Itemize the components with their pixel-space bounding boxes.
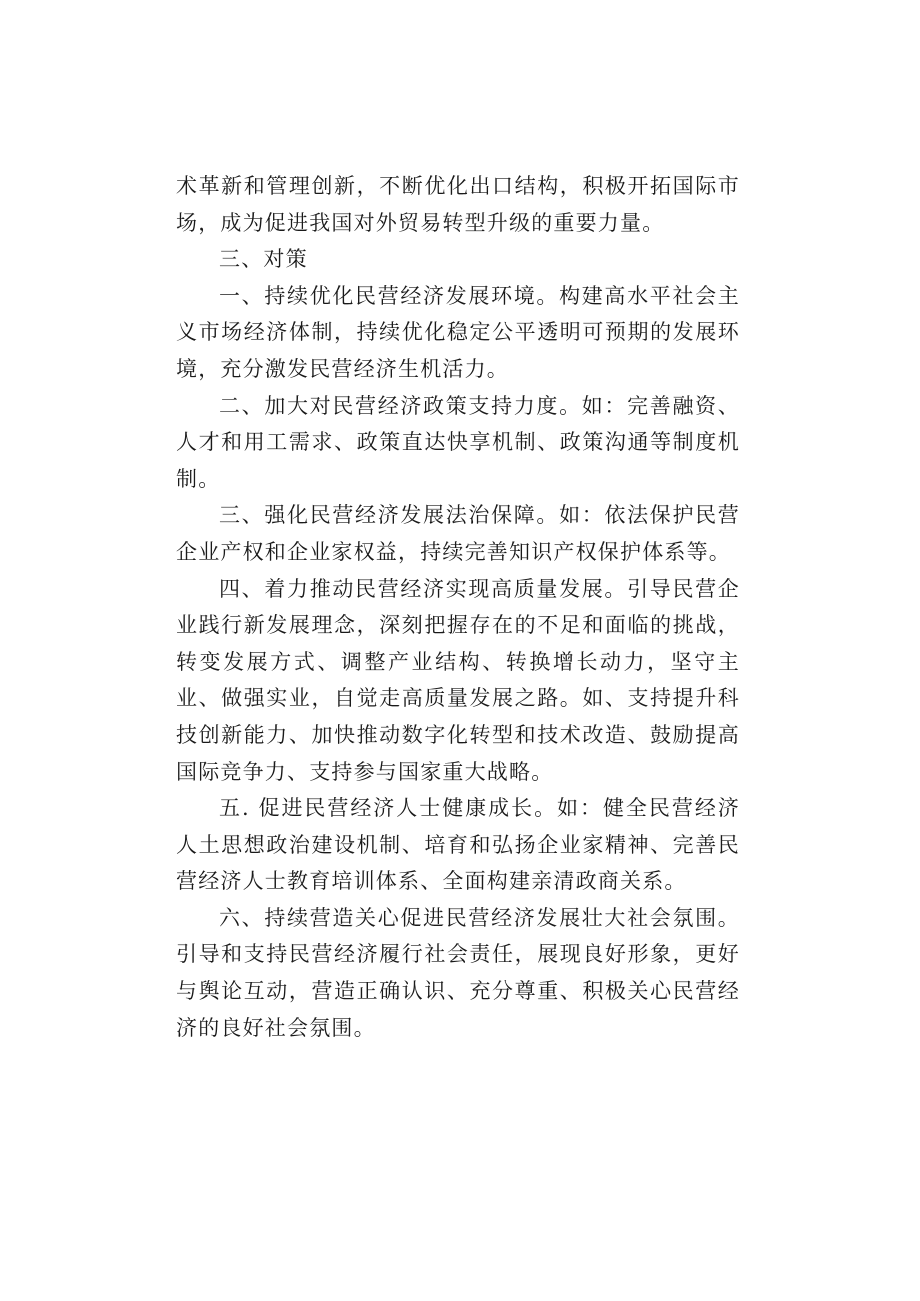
paragraph-item-4: 四、着力推动民营经济实现高质量发展。引导民营企业践行新发展理念，深刻把握存在的不足和面临的挑战，转变发展方式、调整产业结构、转换增长动力，坚守主业、做强实业，自觉走高质量发展之路。如、支持提升科技创新能力、加快推动数字化转型和技术改造、鼓励提高国际竞争力、支持参与国家重大战略。: [176, 576, 740, 784]
paragraph-item-6: 六、持续营造关心促进民营经济发展壮大社会氛围。引导和支持民营经济履行社会责任，展现良好形象，更好与舆论互动，营造正确认识、充分尊重、积极关心民营经济的良好社会氛围。: [176, 905, 740, 1040]
section-heading-countermeasures: 三、对策: [219, 247, 308, 272]
paragraph-item-1: 一、持续优化民营经济发展环境。构建高水平社会主义市场经济体制，持续优化稳定公平透明可预期的发展环境，充分激发民营经济生机活力。: [176, 283, 740, 381]
paragraph-continuation: 术革新和管理创新，不断优化出口结构，积极开拓国际市场，成为促进我国对外贸易转型升级的重要力量。: [176, 174, 740, 235]
paragraph-item-3: 三、强化民营经济发展法治保障。如：依法保护民营企业产权和企业家权益，持续完善知识产权保护体系等。: [176, 503, 740, 564]
paragraph-item-2: 二、加大对民营经济政策支持力度。如：完善融资、人才和用工需求、政策直达快享机制、政策沟通等制度机制。: [176, 393, 740, 491]
paragraph-item-5: 五. 促进民营经济人士健康成长。如：健全民营经济人土思想政治建设机制、培育和弘扬企业家精神、完善民营经济人士教育培训体系、全面构建亲清政商关系。: [176, 796, 740, 894]
document-body: [176, 168, 740, 1046]
